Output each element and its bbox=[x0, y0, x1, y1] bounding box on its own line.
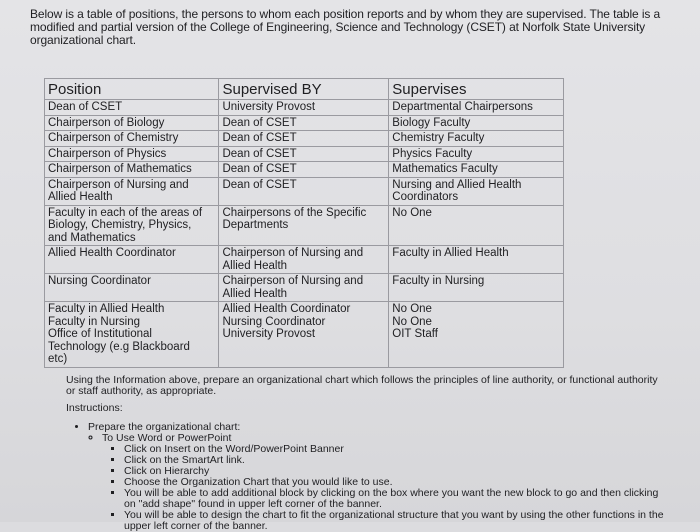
cell-text: and Mathematics bbox=[48, 231, 136, 244]
position-cell bbox=[45, 100, 219, 116]
cell-text: Faculty in Allied Health bbox=[48, 303, 165, 315]
supervises-cell bbox=[389, 302, 564, 368]
cell-text: Allied Health bbox=[48, 191, 113, 203]
cell-text: etc) bbox=[48, 353, 68, 365]
supervises-cell bbox=[389, 115, 564, 131]
position-cell bbox=[45, 131, 219, 147]
step-item: ▪ Click on Insert on the Word/PowerPoint Banner bbox=[124, 444, 666, 455]
instructions-section bbox=[66, 375, 666, 532]
cell-text: Dean of CSET bbox=[222, 147, 297, 160]
table-body bbox=[45, 100, 564, 368]
cell-text: Faculty in Nursing bbox=[48, 315, 141, 328]
supervised-by-cell bbox=[219, 274, 389, 302]
supervises-cell bbox=[389, 131, 564, 147]
cell-text: Allied Health bbox=[222, 287, 288, 300]
table-row bbox=[45, 162, 564, 178]
cell-text: Dean of CSET bbox=[222, 116, 297, 129]
supervised-by-cell bbox=[219, 131, 389, 147]
prepare-label: Prepare the organizational chart: bbox=[88, 421, 241, 433]
list-item bbox=[88, 422, 666, 532]
cell-text: Dean of CSET bbox=[48, 101, 123, 113]
cell-text: Faculty in Allied Health bbox=[392, 247, 509, 259]
table-row bbox=[45, 146, 564, 162]
supervises-cell bbox=[389, 162, 564, 178]
position-cell bbox=[45, 246, 219, 274]
cell-text: Office of Institutional bbox=[48, 328, 152, 340]
cell-text: Departments bbox=[222, 219, 289, 231]
step-item: ▪ You will be able to design the chart to fit the organizational structure that you want by using the other functions in the upper left corner of the banner. bbox=[124, 510, 666, 532]
supervised-by-cell bbox=[219, 162, 389, 178]
table-row bbox=[45, 205, 564, 246]
table-row bbox=[45, 274, 564, 302]
table-row bbox=[45, 131, 564, 147]
instructions-list bbox=[88, 422, 666, 532]
cell-text: University Provost bbox=[222, 328, 316, 340]
table-row bbox=[45, 302, 564, 368]
step-item: ▪ Choose the Organization Chart that you would like to use. bbox=[124, 477, 666, 488]
cell-text: Coordinators bbox=[392, 191, 459, 203]
supervised-by-cell bbox=[219, 205, 389, 246]
instructions-lead: Using the Information above, prepare an organizational chart which follows the principles of line authority, or functional authority or staff authority, as appropriate. bbox=[66, 374, 658, 397]
instructions-title: Instructions: bbox=[66, 402, 123, 414]
supervised-by-cell bbox=[219, 302, 389, 368]
step-item: ▪ Click on the SmartArt link. bbox=[124, 455, 666, 466]
cell-text: Chairperson of Nursing and bbox=[48, 178, 189, 191]
cell-text: Nursing Coordinator bbox=[48, 275, 151, 287]
cell-text: Dean of CSET bbox=[222, 178, 297, 191]
header-supervised-by: Supervised BY bbox=[219, 79, 389, 100]
step-item: ▪ Click on Hierarchy bbox=[124, 466, 666, 477]
cell-text: Chairperson of Biology bbox=[48, 116, 165, 129]
cell-text: University Provost bbox=[222, 101, 316, 113]
cell-text: Allied Health bbox=[222, 259, 288, 272]
table-row bbox=[45, 246, 564, 274]
cell-text: Allied Health Coordinator bbox=[48, 247, 176, 259]
cell-text: Dean of CSET bbox=[222, 132, 297, 144]
cell-text: Mathematics Faculty bbox=[392, 163, 498, 175]
position-cell bbox=[45, 162, 219, 178]
cell-text: No One bbox=[392, 206, 432, 219]
cell-text: Biology, Chemistry, Physics, bbox=[48, 219, 192, 231]
cell-text: OIT Staff bbox=[392, 328, 438, 340]
table-header-row bbox=[45, 79, 564, 100]
cell-text: Nursing Coordinator bbox=[222, 315, 326, 328]
cell-text: No One bbox=[392, 315, 432, 328]
supervises-cell bbox=[389, 205, 564, 246]
cell-text: Departmental Chairpersons bbox=[392, 101, 533, 113]
cell-text: Chairperson of Chemistry bbox=[48, 132, 179, 144]
list-item bbox=[102, 433, 666, 532]
step-item: ▪ You will be able to add additional block by clicking on the box where you want the new block to go and then clicking on "add shape" found in upper left corner of the banner. bbox=[124, 488, 666, 510]
cell-text: Dean of CSET bbox=[222, 163, 297, 175]
cell-text: No One bbox=[392, 303, 432, 315]
steps-list bbox=[124, 444, 666, 532]
position-cell bbox=[45, 205, 219, 246]
intro-paragraph: Below is a table of positions, the persons to whom each position reports and by whom they are supervised. The table is a modified and partial version of the College of Engineering, Science and Technology (CSET) at Norfolk State University organizational chart. bbox=[30, 7, 661, 47]
supervises-cell bbox=[389, 146, 564, 162]
cell-text: Chairperson of Nursing and bbox=[222, 247, 364, 259]
position-cell bbox=[45, 274, 219, 302]
supervised-by-cell bbox=[219, 246, 389, 274]
table-row bbox=[45, 100, 564, 116]
cell-text: Physics Faculty bbox=[392, 147, 473, 160]
header-supervises: Supervises bbox=[389, 79, 564, 100]
cell-text: Faculty in Nursing bbox=[392, 275, 485, 287]
supervises-cell bbox=[389, 246, 564, 274]
supervised-by-cell bbox=[219, 177, 389, 205]
position-cell bbox=[45, 177, 219, 205]
supervised-by-cell bbox=[219, 115, 389, 131]
table-row bbox=[45, 177, 564, 205]
supervises-cell bbox=[389, 177, 564, 205]
position-cell bbox=[45, 302, 219, 368]
cell-text: Chemistry Faculty bbox=[392, 132, 485, 144]
positions-table bbox=[44, 78, 564, 368]
cell-text: Biology Faculty bbox=[392, 116, 471, 129]
cell-text: Allied Health Coordinator bbox=[222, 303, 351, 315]
table-row bbox=[45, 115, 564, 131]
cell-text: Technology (e.g Blackboard bbox=[48, 340, 190, 353]
tool-label: To Use Word or PowerPoint bbox=[102, 432, 232, 444]
cell-text: Chairperson of Mathematics bbox=[48, 163, 192, 175]
supervises-cell bbox=[389, 274, 564, 302]
cell-text: Chairpersons of the Specific bbox=[222, 206, 367, 219]
supervised-by-cell bbox=[219, 100, 389, 116]
sublist bbox=[102, 433, 666, 532]
supervised-by-cell bbox=[219, 146, 389, 162]
cell-text: Nursing and Allied Health bbox=[392, 178, 522, 191]
cell-text: Faculty in each of the areas of bbox=[48, 206, 203, 219]
supervises-cell bbox=[389, 100, 564, 116]
cell-text: Chairperson of Physics bbox=[48, 147, 167, 160]
position-cell bbox=[45, 115, 219, 131]
header-position: Position bbox=[45, 79, 219, 100]
position-cell bbox=[45, 146, 219, 162]
cell-text: Chairperson of Nursing and bbox=[222, 275, 364, 287]
